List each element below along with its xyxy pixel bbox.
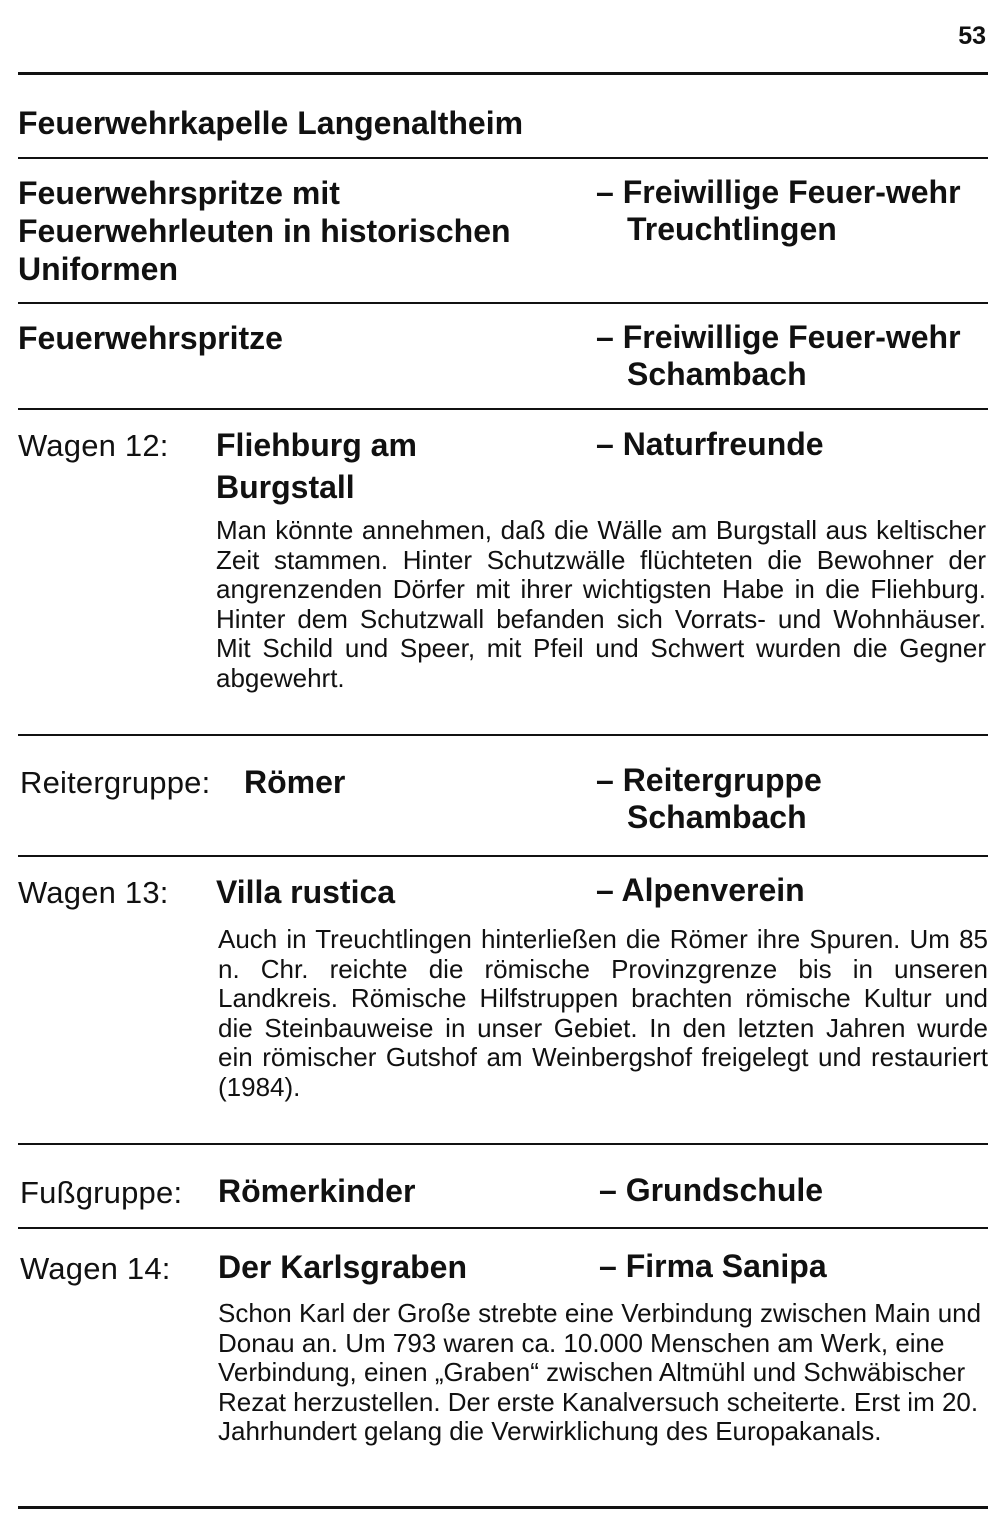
entry-description: Man könnte annehmen, daß die Wälle am Burgstall aus keltischer Zeit stammen. Hinter Schutzwälle flüchteten die Bewohner der angrenzenden Dörfer mit ihrer wichtigsten Habe in die Fliehburg. Hinter dem Schutzwall befanden sich Vorrats- und Wohnhäuser. Mit Schild und Speer, mit Pfeil und Schwert wurden die Gegner abgewehrt. [216, 515, 986, 693]
entry-title: Feuerwehrspritze mit Feuerwehrleuten in historischen Uniformen [18, 175, 511, 287]
divider [18, 1143, 988, 1145]
top-divider [18, 72, 988, 75]
entry-organization: – Firma Sanipa [599, 1248, 827, 1284]
divider [18, 855, 988, 857]
entry-label: Wagen 12: [18, 428, 169, 463]
entry-organization: – Reitergruppe Schambach [596, 762, 822, 835]
entry-item: Villa rustica [216, 874, 396, 910]
entry-organization: – Alpenverein [596, 872, 805, 908]
entry-organization: – Naturfreunde [596, 426, 824, 462]
entry-description: Schon Karl der Große strebte eine Verbindung zwischen Main und Donau an. Um 793 waren ca. 10.000 Menschen am Werk, eine Verbindung, einen „Graben“ zwischen Altmühl und Schwäbischer Rezat herzustellen. Der erste Kanalversuch scheiterte. Erst im 20. Jahrhundert gelang die Verwirklichung des Europakanals. [218, 1298, 982, 1447]
entry-item: Fliehburg am Burgstall [216, 427, 417, 505]
divider [18, 1227, 988, 1229]
entry-item: Römer [244, 764, 346, 800]
divider [18, 734, 988, 736]
divider [18, 157, 988, 159]
entry-title: Feuerwehrspritze [18, 320, 283, 356]
entry-label: Wagen 14: [20, 1251, 171, 1286]
entry-description: Auch in Treuchtlingen hinterließen die Römer ihre Spuren. Um 85 n. Chr. reichte die römische Provinzgrenze bis in unseren Landkreis. Römische Hilfstruppen brachten römische Kultur und die Steinbauweise in unser Gebiet. In den letzten Jahren wurde ein römischer Gutshof am Weinbergshof freigelegt und restauriert (1984). [218, 924, 988, 1102]
entry-organization: – Freiwillige Feuer-wehr Treuchtlingen [596, 174, 961, 247]
entry-item: Römerkinder [218, 1173, 416, 1209]
divider [18, 302, 988, 304]
divider [18, 408, 988, 410]
bottom-divider [18, 1506, 988, 1509]
section-heading: Feuerwehrkapelle Langenaltheim [18, 105, 524, 141]
entry-organization: – Grundschule [599, 1172, 824, 1208]
entry-organization: – Freiwillige Feuer-wehr Schambach [596, 319, 961, 392]
entry-label: Fußgruppe: [20, 1175, 183, 1210]
page-number: 53 [958, 22, 986, 50]
entry-item: Der Karlsgraben [218, 1249, 467, 1285]
entry-label: Reitergruppe: [20, 765, 211, 800]
entry-label: Wagen 13: [18, 875, 169, 910]
